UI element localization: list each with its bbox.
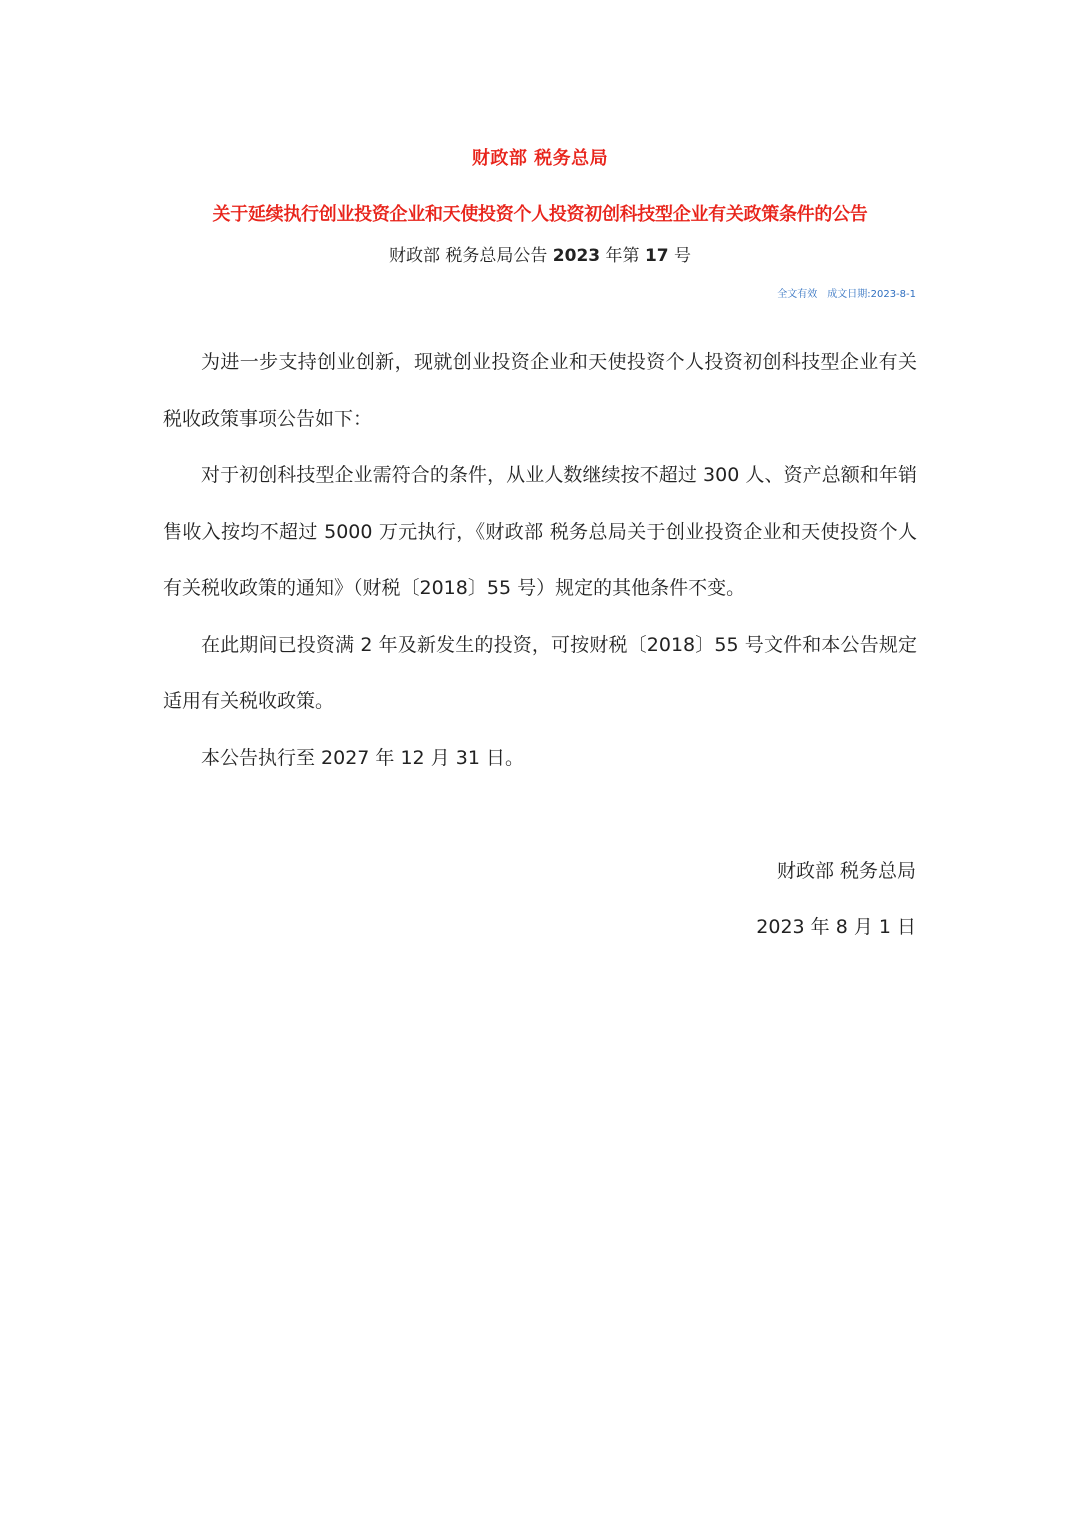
issuer-heading: 财政部 税务总局 — [471, 148, 609, 169]
document-title: 关于延续执行创业投资企业和天使投资个人投资初创科技型企业有关政策条件的公告 — [212, 204, 868, 225]
body-paragraph: 为进一步支持创业创新，现就创业投资企业和天使投资个人投资初创科技型企业有关税收政策事项公告如下： — [163, 351, 917, 430]
document-body — [163, 334, 917, 786]
signature-date: 2023 年 8 月 1 日 — [756, 916, 916, 938]
signature-org: 财政部 税务总局 — [776, 860, 916, 882]
doc-number-year: 2023 — [552, 246, 601, 266]
doc-number-prefix: 财政部 税务总局公告 — [388, 246, 553, 266]
body-paragraph: 在此期间已投资满 2 年及新发生的投资，可按财税〔2018〕55 号文件和本公告规定适用有关税收政策。 — [163, 633, 917, 712]
body-paragraph: 本公告执行至 2027 年 12 月 31 日。 — [201, 746, 524, 769]
doc-number-suffix: 号 — [668, 246, 692, 266]
doc-number-middle: 年第 — [600, 246, 645, 266]
document-meta — [767, 287, 916, 303]
doc-number-value: 17 — [644, 246, 669, 266]
issue-date: 成文日期:2023-8-1 — [827, 289, 916, 300]
body-paragraph: 对于初创科技型企业需符合的条件，从业人数继续按不超过 300 人、资产总额和年销售收入按均不超过 5000 万元执行，《财政部 税务总局关于创业投资企业和天使投资个人有关税收政策的通知》（财税〔2018〕55 号）规定的其他条件不变。 — [163, 464, 917, 599]
document-number — [0, 242, 1080, 270]
validity-status: 全文有效 — [777, 289, 818, 300]
